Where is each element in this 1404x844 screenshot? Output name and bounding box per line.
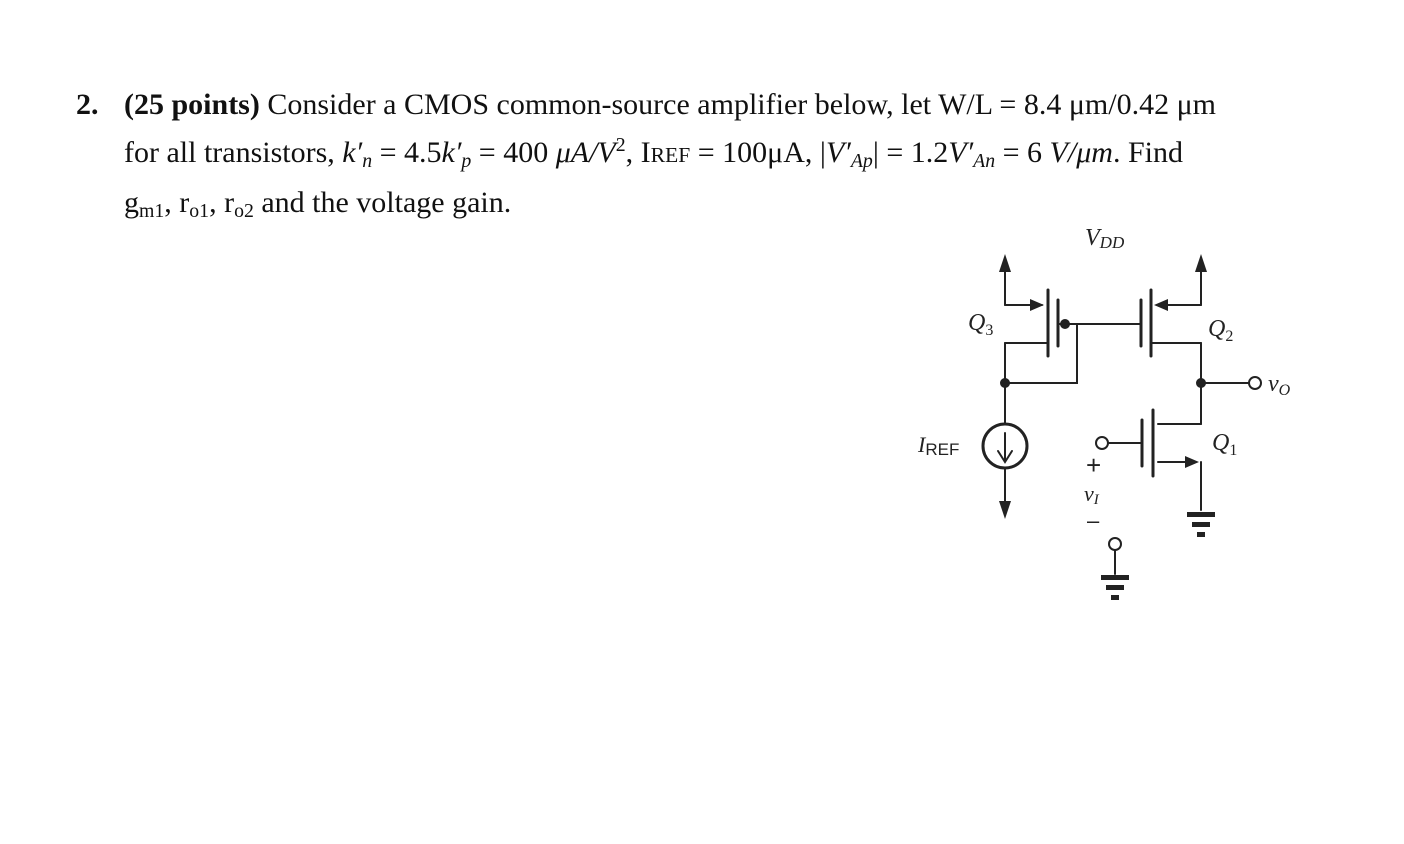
- transistor-q2: [1141, 268, 1201, 424]
- q3-drain-node-dot: [1000, 378, 1010, 388]
- vi-label: vI: [1084, 481, 1099, 508]
- points-label: (25 points): [124, 88, 260, 121]
- iref-down-arrow-icon: [999, 501, 1011, 519]
- output-terminal: [1249, 377, 1261, 389]
- input-terminal-minus: [1109, 538, 1121, 550]
- vi-ground-icon: [1101, 575, 1129, 600]
- problem-number: 2.: [76, 88, 99, 121]
- q2-source-arrow-icon: [1154, 299, 1168, 311]
- q3-supply-arrow-icon: [999, 254, 1011, 272]
- q1-source-arrow-icon: [1185, 456, 1199, 468]
- input-terminal-plus: [1096, 437, 1108, 449]
- problem-text-a: Consider a CMOS common-source amplifier below, let W/L = 8.4 μm/0.42 μm: [259, 88, 1217, 121]
- vdd-label: VDD: [1085, 225, 1125, 252]
- q2-label: $Q_2$: [1208, 316, 1234, 345]
- vi-plus-sign: +: [1086, 450, 1102, 480]
- q1-label: $Q_1$: [1212, 430, 1238, 459]
- vi-minus-sign: –: [1087, 508, 1100, 533]
- gate-node-dot: [1060, 319, 1070, 329]
- q3-source-arrow-icon: [1030, 299, 1044, 311]
- q2-supply-arrow-icon: [1195, 254, 1207, 272]
- q1-ground-icon: [1187, 512, 1215, 537]
- transistor-q3: [1005, 268, 1058, 383]
- q3-label: $Q_3$: [968, 310, 994, 339]
- problem-line-2: for all transistors, $k'_n = 4.5k'_p = 400$ $\mu A/V^2$, IREF = 100μA, $|V'_{Ap}| = 1.2V'_{An} = 6$ V/μm. Find: [124, 134, 1183, 172]
- output-node-dot: [1196, 378, 1206, 388]
- iref-label: IREF: [918, 432, 960, 459]
- problem-line-3: $g_{m1}$, $r_{o1}$, $r_{o2}$ and the voltage gain.: [124, 185, 512, 222]
- diode-connection-wire: [1005, 324, 1077, 383]
- vo-label: vO: [1268, 371, 1291, 399]
